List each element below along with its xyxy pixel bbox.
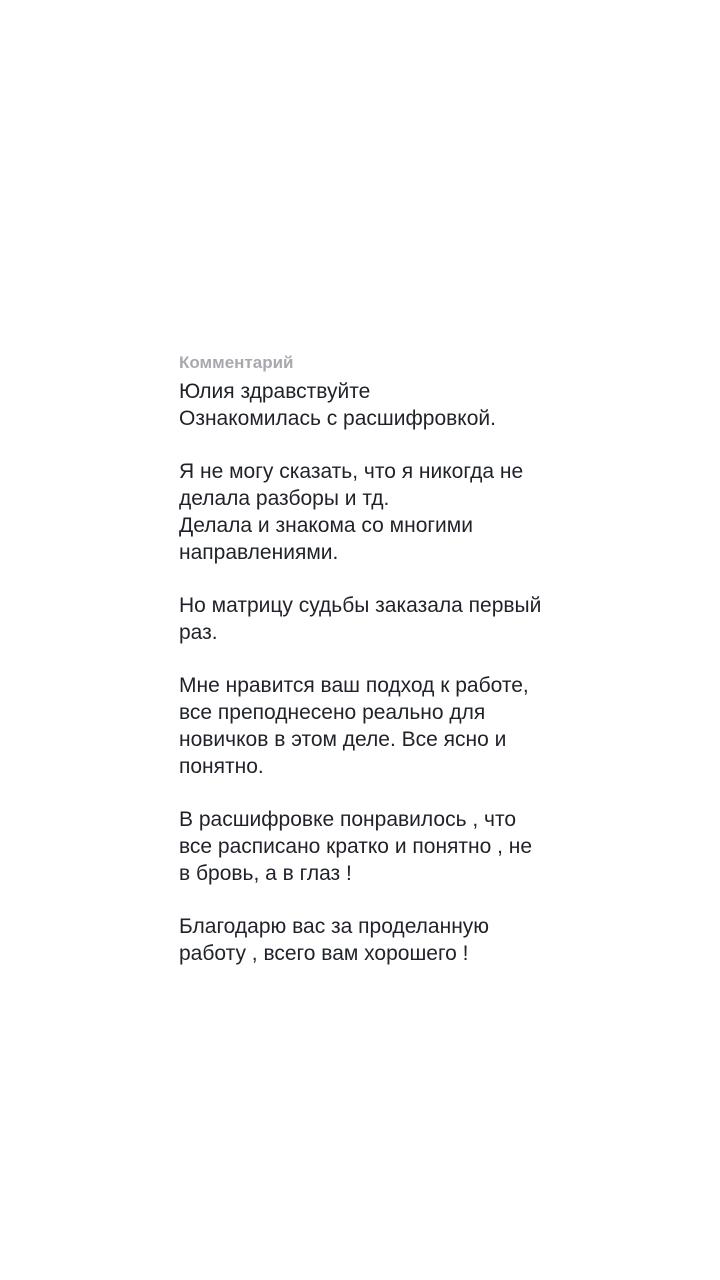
comment-line: в бровь, а в глаз ! — [179, 862, 352, 885]
comment-line: Я не могу сказать, что я никогда не — [179, 460, 524, 483]
comment-line: Но матрицу судьбы заказала первый — [179, 594, 542, 617]
comment-label: Комментарий — [179, 353, 294, 372]
comment-line: В расшифровке понравилось , что — [179, 808, 517, 831]
comment-paragraph-decoding — [179, 806, 599, 887]
comment-line: Мне нравится ваш подход к работе, — [179, 674, 529, 697]
comment-paragraph-experience — [179, 458, 599, 566]
comment-line: все преподнесено реально для — [179, 701, 486, 724]
comment-line: Ознакомилась с расшифровкой. — [179, 407, 496, 430]
comment-paragraph-first-order — [179, 592, 599, 646]
comment-paragraph-thanks — [179, 913, 599, 967]
comment-paragraph-greeting — [179, 378, 599, 432]
comment-block — [179, 352, 599, 967]
comment-line: понятно. — [179, 755, 264, 778]
comment-line: Юлия здравствуйте — [179, 380, 371, 403]
comment-line: раз. — [179, 621, 218, 644]
comment-line: Делала и знакома со многими — [179, 514, 473, 537]
comment-line: все расписано кратко и понятно , не — [179, 835, 533, 858]
comment-line: направлениями. — [179, 541, 339, 564]
comment-line: работу , всего вам хорошего ! — [179, 942, 469, 965]
comment-line: новичков в этом деле. Все ясно и — [179, 728, 507, 751]
comment-line: Благодарю вас за проделанную — [179, 915, 490, 938]
comment-line: делала разборы и тд. — [179, 487, 390, 510]
comment-paragraph-approach — [179, 672, 599, 780]
